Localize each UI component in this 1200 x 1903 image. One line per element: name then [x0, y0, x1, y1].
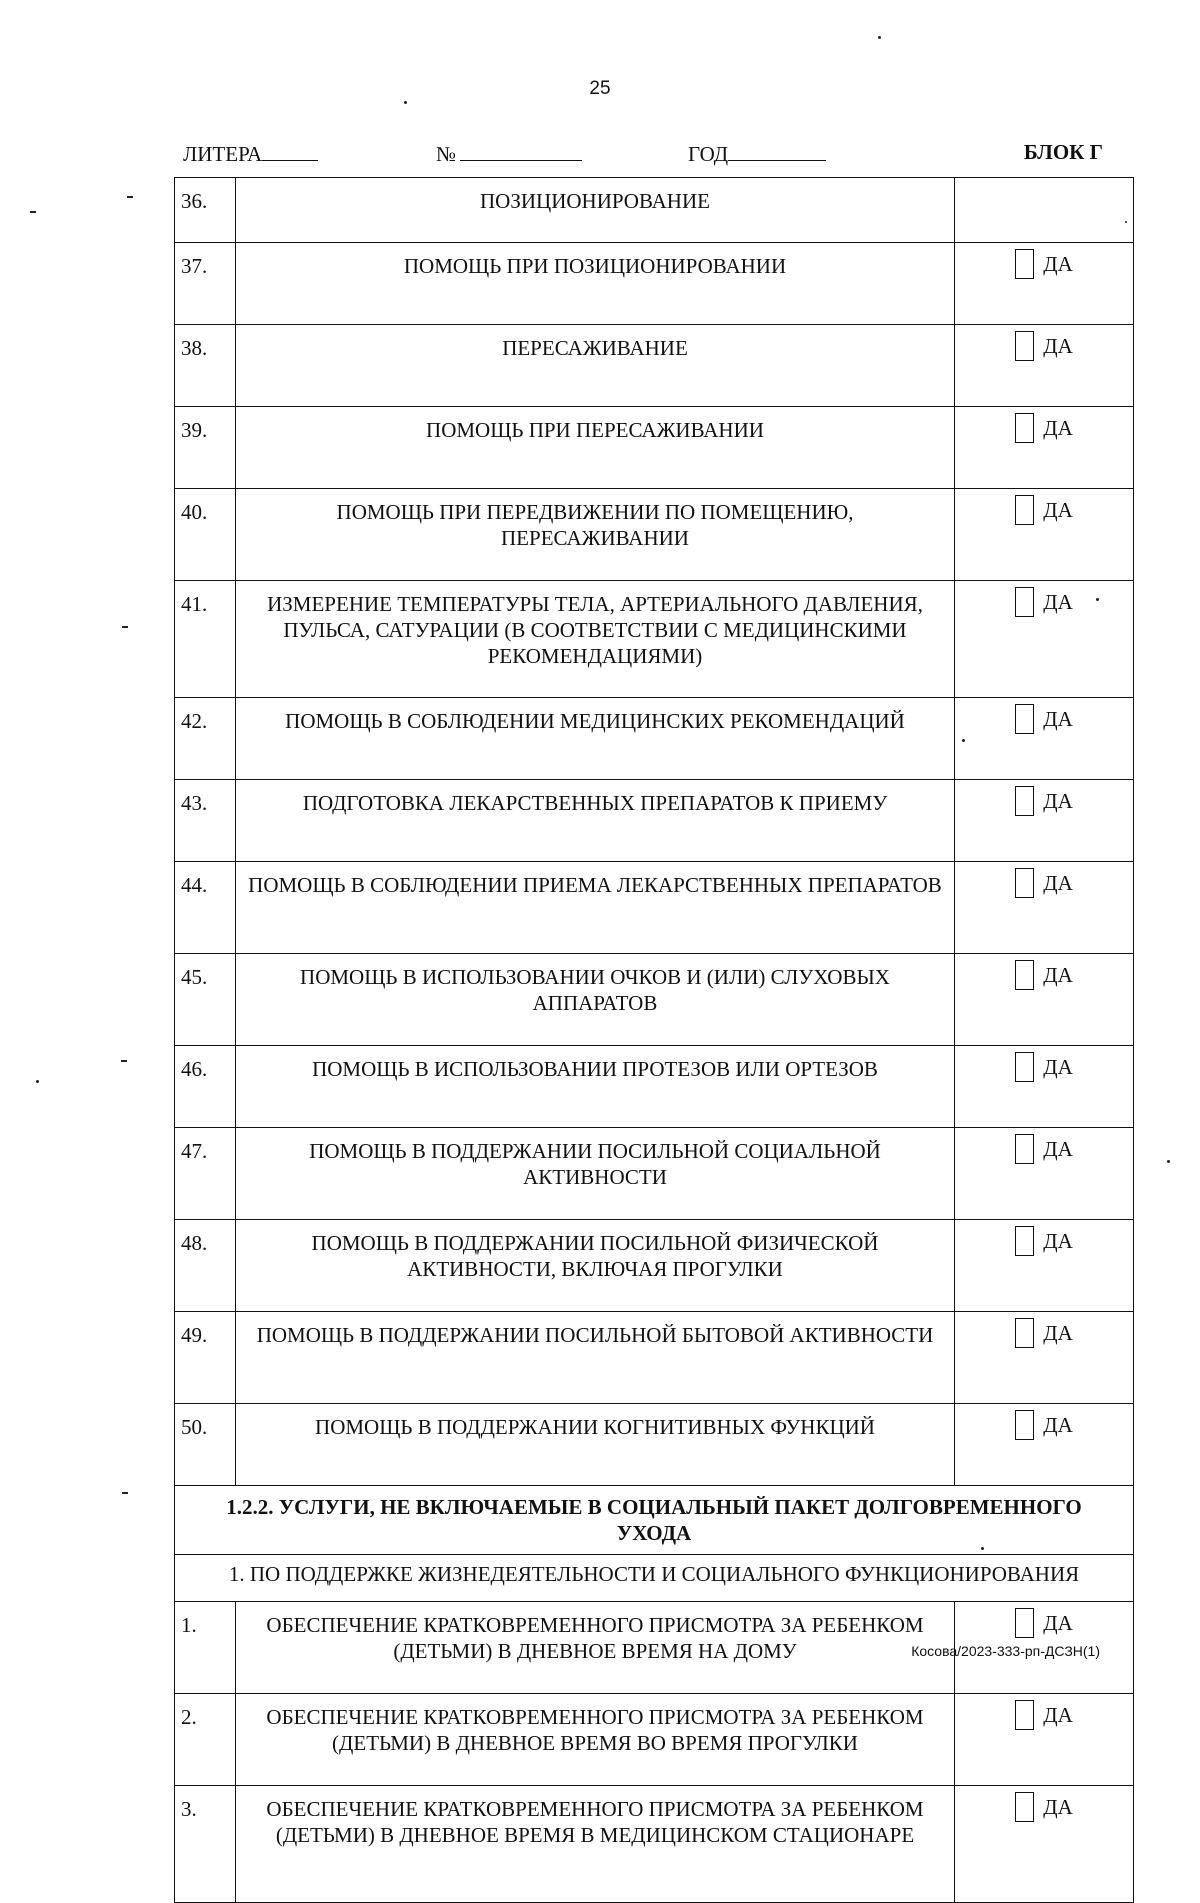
yes-checkbox[interactable]: [1015, 1052, 1034, 1082]
row-number: 2.: [175, 1694, 236, 1786]
yes-label: ДА: [1043, 707, 1073, 731]
yes-label: ДА: [1043, 789, 1073, 813]
row-number: 47.: [175, 1128, 236, 1220]
block-label: БЛОК Г: [1023, 140, 1103, 164]
yes-label: ДА: [1043, 334, 1073, 358]
row-number: 39.: [175, 407, 236, 489]
table-row: [175, 1312, 1134, 1404]
yes-checkbox[interactable]: [1015, 587, 1034, 617]
row-answer: [955, 954, 1134, 1046]
yes-label: ДА: [1043, 498, 1073, 522]
yes-checkbox[interactable]: [1015, 868, 1034, 898]
row-number: 48.: [175, 1220, 236, 1312]
subsection-row: [175, 1555, 1134, 1602]
yes-checkbox[interactable]: [1015, 413, 1034, 443]
row-number: 45.: [175, 954, 236, 1046]
yes-label: ДА: [1043, 963, 1073, 987]
scan-speck: [1125, 221, 1127, 223]
row-number: 3.: [175, 1786, 236, 1903]
row-answer: [955, 1694, 1134, 1786]
page-number: 25: [589, 78, 611, 99]
row-answer-empty: [955, 178, 1134, 243]
row-service: ПОМОЩЬ В ПОДДЕРЖАНИИ ПОСИЛЬНОЙ СОЦИАЛЬНОЙ АКТИВНОСТИ: [236, 1128, 955, 1220]
row-service: ПОМОЩЬ В ИСПОЛЬЗОВАНИИ ОЧКОВ И (ИЛИ) СЛУХОВЫХ АППАРАТОВ: [236, 954, 955, 1046]
row-service: ОБЕСПЕЧЕНИЕ КРАТКОВРЕМЕННОГО ПРИСМОТРА ЗА РЕБЕНКОМ (ДЕТЬМИ) В ДНЕВНОЕ ВРЕМЯ ВО ВРЕМЯ ПРОГУЛКИ: [236, 1694, 955, 1786]
table-row: [175, 1694, 1134, 1786]
row-answer: [955, 862, 1134, 954]
row-service: ПОМОЩЬ ПРИ ПОЗИЦИОНИРОВАНИИ: [236, 243, 955, 325]
row-answer: [955, 1786, 1134, 1903]
row-answer: [955, 698, 1134, 780]
row-service: ОБЕСПЕЧЕНИЕ КРАТКОВРЕМЕННОГО ПРИСМОТРА ЗА РЕБЕНКОМ (ДЕТЬМИ) В ДНЕВНОЕ ВРЕМЯ НА ДОМУ: [236, 1602, 955, 1694]
row-service: ПОМОЩЬ В ИСПОЛЬЗОВАНИИ ПРОТЕЗОВ ИЛИ ОРТЕЗОВ: [236, 1046, 955, 1128]
row-answer: [955, 1128, 1134, 1220]
row-answer: [955, 407, 1134, 489]
table-row: [175, 954, 1134, 1046]
yes-checkbox[interactable]: [1015, 1410, 1034, 1440]
row-answer: [955, 1046, 1134, 1128]
document-code: Косова/2023-333-рп-ДСЗН(1): [911, 1643, 1100, 1659]
scan-mark: [121, 1060, 127, 1062]
scan-mark: [122, 626, 128, 628]
yes-checkbox[interactable]: [1015, 1226, 1034, 1256]
yes-checkbox[interactable]: [1015, 1792, 1034, 1822]
section-row: [175, 1486, 1134, 1555]
row-service: ПОМОЩЬ ПРИ ПЕРЕСАЖИВАНИИ: [236, 407, 955, 489]
row-answer: [955, 1220, 1134, 1312]
row-number: 38.: [175, 325, 236, 407]
yes-label: ДА: [1043, 1703, 1073, 1727]
year-label: ГОД: [688, 142, 729, 166]
number-blank[interactable]: [460, 140, 582, 161]
row-number: 40.: [175, 489, 236, 581]
table-row: [175, 1404, 1134, 1486]
row-answer: [955, 780, 1134, 862]
table-row: [175, 581, 1134, 698]
row-service: ПОДГОТОВКА ЛЕКАРСТВЕННЫХ ПРЕПАРАТОВ К ПРИЕМУ: [236, 780, 955, 862]
row-number: 46.: [175, 1046, 236, 1128]
yes-label: ДА: [1043, 1055, 1073, 1079]
row-answer: [955, 581, 1134, 698]
table-row: [175, 243, 1134, 325]
row-number: 44.: [175, 862, 236, 954]
row-number: 43.: [175, 780, 236, 862]
subsection-title: 1. ПО ПОДДЕРЖКЕ ЖИЗНЕДЕЯТЕЛЬНОСТИ И СОЦИАЛЬНОГО ФУНКЦИОНИРОВАНИЯ: [175, 1555, 1134, 1602]
scan-mark: [122, 1492, 128, 1494]
yes-checkbox[interactable]: [1015, 704, 1034, 734]
row-number: 49.: [175, 1312, 236, 1404]
row-answer: [955, 325, 1134, 407]
yes-checkbox[interactable]: [1015, 331, 1034, 361]
row-number: 36.: [175, 178, 236, 243]
number-field: [436, 140, 582, 167]
yes-label: ДА: [1043, 416, 1073, 440]
table-row: [175, 1128, 1134, 1220]
table-row: [175, 1046, 1134, 1128]
litera-field: [183, 140, 318, 167]
row-service: ИЗМЕРЕНИЕ ТЕМПЕРАТУРЫ ТЕЛА, АРТЕРИАЛЬНОГО ДАВЛЕНИЯ, ПУЛЬСА, САТУРАЦИИ (В СООТВЕТСТВИИ С МЕДИЦИНСКИМИ РЕКОМЕНДАЦИЯМИ): [236, 581, 955, 698]
table-row: [175, 698, 1134, 780]
row-answer: [955, 243, 1134, 325]
year-field: [688, 140, 826, 167]
yes-checkbox[interactable]: [1015, 1608, 1034, 1638]
litera-blank[interactable]: [262, 140, 318, 161]
scan-speck: [962, 739, 965, 742]
yes-label: ДА: [1043, 1611, 1073, 1635]
yes-checkbox[interactable]: [1015, 249, 1034, 279]
row-answer: [955, 1312, 1134, 1404]
table-row: [175, 407, 1134, 489]
scan-mark: [127, 196, 133, 198]
row-service: ПОМОЩЬ В СОБЛЮДЕНИИ МЕДИЦИНСКИХ РЕКОМЕНДАЦИЙ: [236, 698, 955, 780]
form-header: [183, 140, 1103, 170]
yes-checkbox[interactable]: [1015, 1318, 1034, 1348]
yes-label: ДА: [1043, 1137, 1073, 1161]
row-service: ПЕРЕСАЖИВАНИЕ: [236, 325, 955, 407]
yes-checkbox[interactable]: [1015, 786, 1034, 816]
row-number: 41.: [175, 581, 236, 698]
yes-label: ДА: [1043, 1413, 1073, 1437]
row-service: ОБЕСПЕЧЕНИЕ КРАТКОВРЕМЕННОГО ПРИСМОТРА ЗА РЕБЕНКОМ (ДЕТЬМИ) В ДНЕВНОЕ ВРЕМЯ В МЕДИЦИНСКОМ СТАЦИОНАРЕ: [236, 1786, 955, 1903]
row-service: ПОМОЩЬ В ПОДДЕРЖАНИИ ПОСИЛЬНОЙ БЫТОВОЙ АКТИВНОСТИ: [236, 1312, 955, 1404]
section-title: 1.2.2. УСЛУГИ, НЕ ВКЛЮЧАЕМЫЕ В СОЦИАЛЬНЫЙ ПАКЕТ ДОЛГОВРЕМЕННОГО УХОДА: [175, 1486, 1134, 1555]
yes-label: ДА: [1043, 871, 1073, 895]
scan-mark: [30, 211, 36, 213]
scan-speck: [1096, 598, 1099, 601]
yes-label: ДА: [1043, 1321, 1073, 1345]
table-row: [175, 325, 1134, 407]
row-answer: [955, 1404, 1134, 1486]
yes-checkbox[interactable]: [1015, 1134, 1034, 1164]
row-service: ПОМОЩЬ ПРИ ПЕРЕДВИЖЕНИИ ПО ПОМЕЩЕНИЮ, ПЕРЕСАЖИВАНИИ: [236, 489, 955, 581]
row-service: ПОМОЩЬ В ПОДДЕРЖАНИИ ПОСИЛЬНОЙ ФИЗИЧЕСКОЙ АКТИВНОСТИ, ВКЛЮЧАЯ ПРОГУЛКИ: [236, 1220, 955, 1312]
litera-label: ЛИТЕРА: [183, 142, 263, 166]
table-row: [175, 780, 1134, 862]
yes-label: ДА: [1043, 590, 1073, 614]
row-service: ПОЗИЦИОНИРОВАНИЕ: [236, 178, 955, 243]
year-blank[interactable]: [728, 140, 826, 161]
scan-speck: [981, 1547, 984, 1550]
scan-speck: [1167, 1160, 1170, 1163]
row-number: 42.: [175, 698, 236, 780]
number-label: №: [436, 142, 457, 166]
yes-checkbox[interactable]: [1015, 495, 1034, 525]
yes-label: ДА: [1043, 1229, 1073, 1253]
scan-speck: [878, 36, 881, 39]
table-row: [175, 862, 1134, 954]
yes-label: ДА: [1043, 252, 1073, 276]
table-row: [175, 1220, 1134, 1312]
row-answer: [955, 489, 1134, 581]
table-row: [175, 489, 1134, 581]
row-number: 50.: [175, 1404, 236, 1486]
table-row: [175, 178, 1134, 243]
table-row: [175, 1786, 1134, 1903]
scan-speck: [36, 1080, 39, 1083]
row-number: 1.: [175, 1602, 236, 1694]
yes-label: ДА: [1043, 1795, 1073, 1819]
scan-speck: [404, 101, 407, 104]
row-number: 37.: [175, 243, 236, 325]
row-service: ПОМОЩЬ В ПОДДЕРЖАНИИ КОГНИТИВНЫХ ФУНКЦИЙ: [236, 1404, 955, 1486]
yes-checkbox[interactable]: [1015, 960, 1034, 990]
row-service: ПОМОЩЬ В СОБЛЮДЕНИИ ПРИЕМА ЛЕКАРСТВЕННЫХ ПРЕПАРАТОВ: [236, 862, 955, 954]
yes-checkbox[interactable]: [1015, 1700, 1034, 1730]
